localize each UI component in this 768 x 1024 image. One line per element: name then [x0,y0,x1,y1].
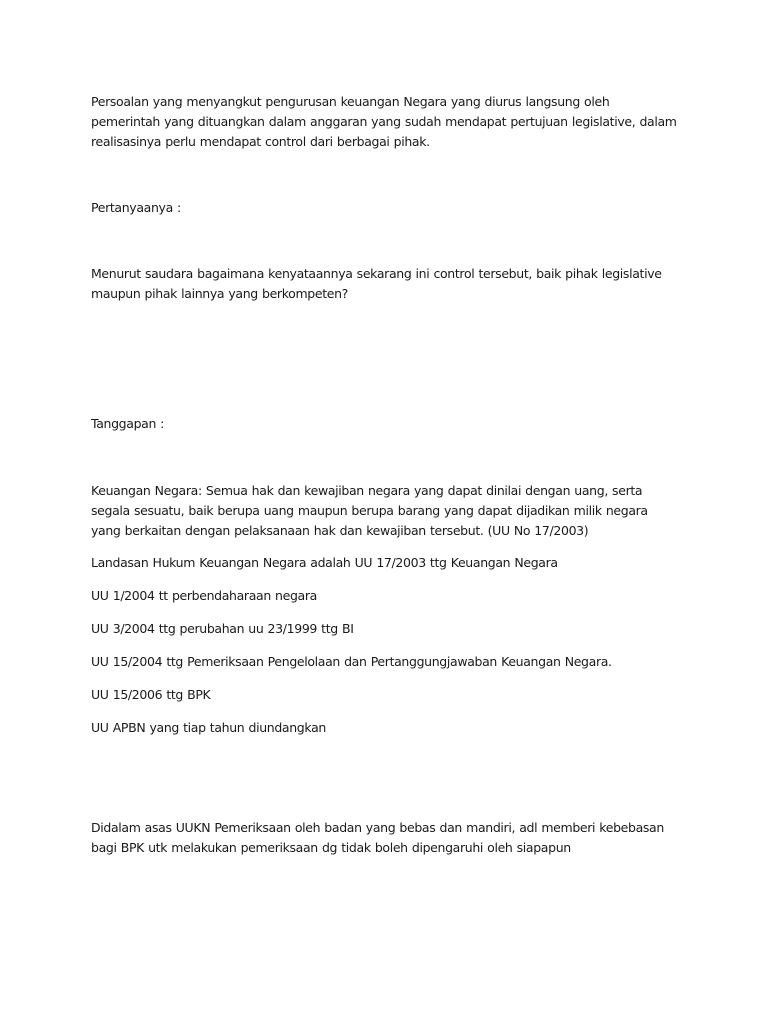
law-item: UU 15/2006 ttg BPK [91,687,211,702]
closing-paragraph: Didalam asas UUKN Pemeriksaan oleh badan yang bebas dan mandiri, adl memberi kebebasan bagi BPK utk melakukan pemeriksaan dg tidak boleh dipengaruhi oleh siapapun [91,820,664,855]
response-heading: Tanggapan : [91,416,165,431]
intro-paragraph: Persoalan yang menyangkut pengurusan keuangan Negara yang diurus langsung oleh pemerintah yang dituangkan dalam anggaran yang sudah mendapat pertujuan legislative, dalam realisasinya perlu mendapat control dari berbagai pihak. [91,94,677,149]
law-item: UU 15/2004 ttg Pemeriksaan Pengelolaan dan Pertanggungjawaban Keuangan Negara. [91,654,612,669]
definition-paragraph: Keuangan Negara: Semua hak dan kewajiban negara yang dapat dinilai dengan uang, serta segala sesuatu, baik berupa uang maupun berupa barang yang dapat dijadikan milik negara yang berkaitan dengan pelaksanaan hak dan kewajiban tersebut. (UU No 17/2003) [91,483,648,538]
law-item: UU APBN yang tiap tahun diundangkan [91,720,326,735]
question-heading: Pertanyaanya : [91,200,181,215]
law-item: UU 3/2004 ttg perubahan uu 23/1999 ttg BI [91,621,354,636]
question-text: Menurut saudara bagaimana kenyataannya sekarang ini control tersebut, baik pihak legislative maupun pihak lainnya yang berkompeten? [91,266,662,301]
legal-basis: Landasan Hukum Keuangan Negara adalah UU 17/2003 ttg Keuangan Negara [91,555,558,570]
law-item: UU 1/2004 tt perbendaharaan negara [91,588,317,603]
